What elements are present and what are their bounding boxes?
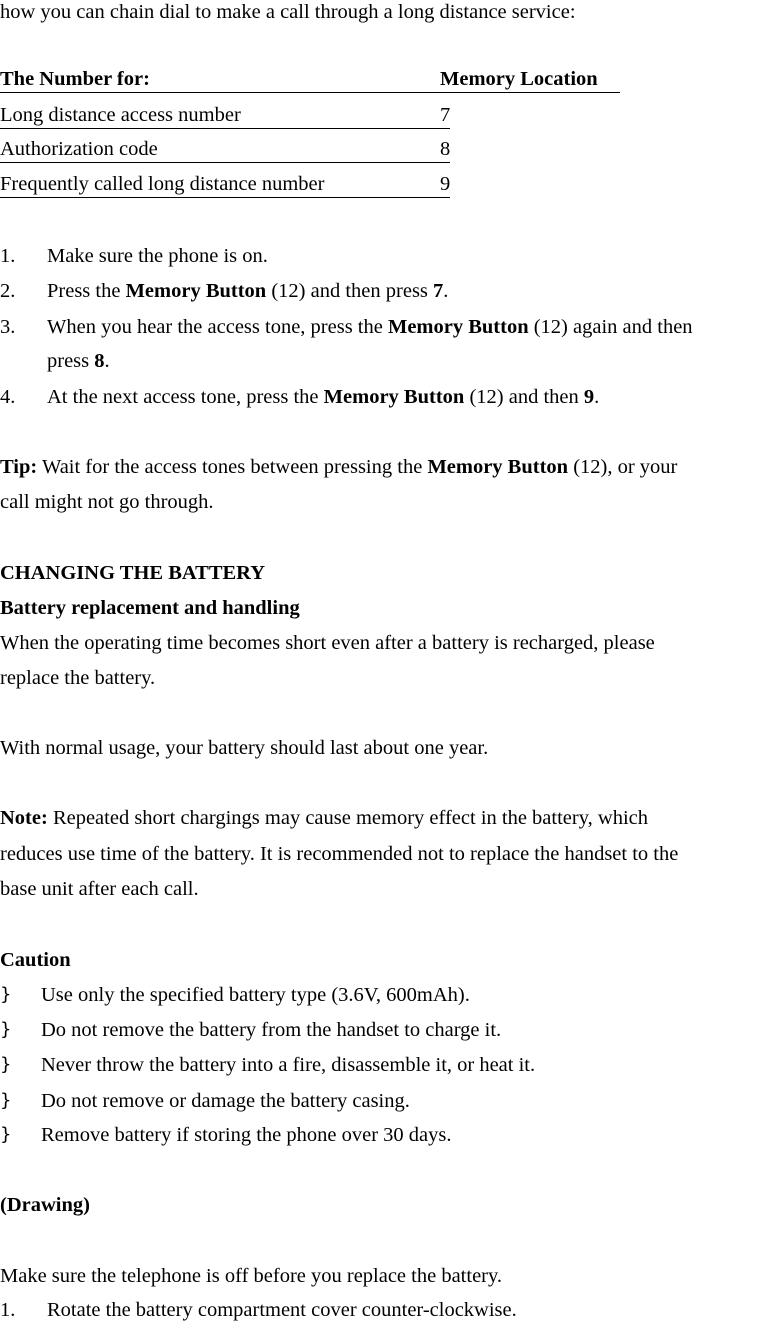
section-title: CHANGING THE BATTERY: [0, 562, 266, 584]
paragraph-line: With normal usage, your battery should last about one year.: [0, 737, 489, 759]
step-text: At the next access tone, press the: [47, 386, 324, 408]
memory-button-ref: Memory Button: [323, 386, 465, 408]
table-cell-label: Authorization code: [0, 138, 158, 160]
step-text: press: [47, 350, 95, 372]
bullet-icon: }: [0, 984, 12, 1005]
memory-button-ref: Memory Button: [125, 280, 267, 302]
table-cell-location: 8: [440, 138, 451, 160]
caution-title: Caution: [0, 949, 71, 971]
key-ref: 7: [433, 280, 444, 302]
table-cell-label: Frequently called long distance number: [0, 173, 325, 195]
table-cell-label: Long distance access number: [0, 104, 241, 126]
table-row: [0, 138, 450, 163]
step-number: 3.: [0, 316, 16, 338]
paragraph-line: When the operating time becomes short even after a battery is recharged, please: [0, 632, 655, 654]
step-text: (12) and then press: [266, 280, 434, 302]
note-line-3: base unit after each call.: [0, 878, 199, 900]
step-number: 4.: [0, 386, 16, 408]
table-header-memory-location: Memory Location: [440, 68, 598, 90]
subheading: Battery replacement and handling: [0, 597, 300, 619]
table-cell-location: 9: [440, 173, 451, 195]
step-text: .: [443, 280, 449, 302]
table-row: [0, 104, 450, 129]
step-text: (12) again and then: [528, 316, 693, 338]
bullet-icon: }: [0, 1090, 12, 1111]
bullet-icon: }: [0, 1054, 12, 1075]
tip-label: Tip:: [0, 456, 38, 478]
paragraph-line: Make sure the telephone is off before you replace the battery.: [0, 1265, 503, 1287]
step-text: .: [594, 386, 600, 408]
note-line-2: reduces use time of the battery. It is recommended not to replace the handset to the: [0, 843, 679, 865]
drawing-placeholder: (Drawing): [0, 1194, 90, 1216]
note-line-1: Note: Repeated short chargings may cause memory effect in the battery, which: [0, 807, 648, 829]
table-row: [0, 173, 450, 198]
step-text: Rotate the battery compartment cover counter-clockwise.: [47, 1299, 517, 1321]
tip-line-2: call might not go through.: [0, 491, 214, 513]
paragraph-line: replace the battery.: [0, 667, 156, 689]
step-number: 2.: [0, 280, 16, 302]
step-text: .: [104, 350, 110, 372]
step-text: When you hear the access tone, press the: [47, 316, 388, 338]
key-ref: 8: [94, 350, 105, 372]
memory-button-ref: Memory Button: [427, 456, 569, 478]
step-text: (12) and then: [464, 386, 584, 408]
step-number: 1.: [0, 1299, 16, 1321]
step-text: Make sure the phone is on.: [47, 245, 268, 267]
table-header-number-for: The Number for:: [0, 68, 150, 90]
note-label: Note:: [0, 807, 48, 829]
bullet-icon: }: [0, 1019, 12, 1040]
tip-line-1: Tip: Wait for the access tones between pressing the Memory Button (12), or your: [0, 456, 678, 478]
step-text: Press the: [47, 280, 126, 302]
key-ref: 9: [583, 386, 595, 408]
intro-text: how you can chain dial to make a call through a long distance service:: [0, 1, 576, 23]
memory-button-ref: Memory Button: [387, 316, 529, 338]
table-cell-location: 7: [440, 104, 451, 126]
table-header: [0, 68, 620, 93]
step-number: 1.: [0, 245, 16, 267]
bullet-icon: }: [0, 1124, 12, 1145]
